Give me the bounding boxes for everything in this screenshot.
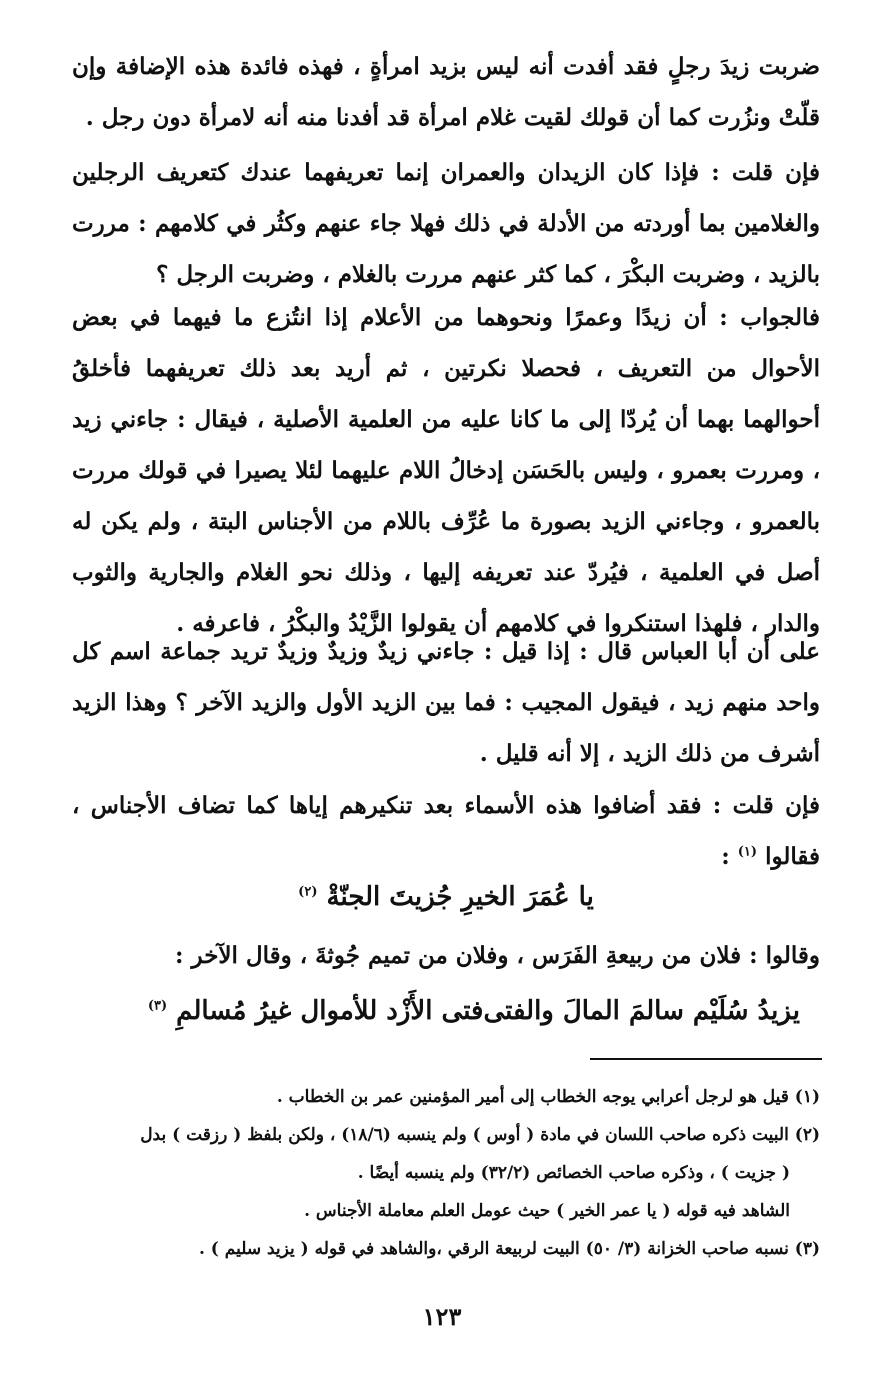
paragraph-5 [72,780,820,882]
paragraph-1: ضربت زيدَ رجلٍ فقد أفدت أنه ليس بزيد امرأةٍ ، فهذه فائدة هذه الإضافة وإن قلّتْ ونزُرت كما أن قولك لقيت غلام امرأة قد أفدنا منه أنه لامرأة دون رجل . [72,53,820,131]
paragraph-6: وقالوا : فلان من ربيعةِ الفَرَس ، وفلان من تميم جُوثةَ ، وقال الآخر : [175,942,820,969]
verse-1-text: يا عُمَرَ الخيرِ جُزيتَ الجنّةْ [326,882,594,912]
paragraph-4: على أن أبا العباس قال : إذا قيل : جاءني زيدٌ وزيدٌ وزيدٌ تريد جماعة اسم كل واحد منهم زيد ، فيقول المجيب : فما بين الزيد الأول والزيد الآخر ؟ وهذا الزيد أشرف من ذلك الزيد ، إلا أنه قليل . [72,638,820,767]
footnote-ref-1: (١) [737,844,758,860]
verse-2-first-hemistich: يزيدُ سُلَيْم سالمَ المالَ والفتى [483,996,800,1026]
verse-2-second-text: فتى الأَزْد للأموال غيرُ مُسالمِ [176,996,484,1026]
paragraph-5-text: فإن قلت : فقد أضافوا هذه الأسماء بعد تنكيرهم إياها كما تضاف الأجناس ، فقالوا [72,792,820,870]
verse-1 [72,872,820,922]
footnote-2-line-2: ( جزيت ) ، وذكره صاحب الخصائص (٣٢/٢) ولم ينسبه أيضًا . [357,1163,790,1183]
footnote-1: (١) قيل هو لرجل أعرابي يوجه الخطاب إلى أمير المؤمنين عمر بن الخطاب . [276,1087,820,1107]
paragraph-2: فإن قلت : فإذا كان الزيدان والعمران إنما تعريفهما عندك كتعريف الرجلين والغلامين بما أوردته من الأدلة في ذلك فهلا جاء عنهم وكثُر في كلامهم : مررت بالزيد ، وضربت البكْرَ ، كما كثر عنهم مررت بالغلام ، وضربت الرجل ؟ [72,159,820,288]
footnotes [72,1078,820,1268]
footnote-ref-3: (٣) [147,998,168,1014]
footnote-ref-2: (٢) [298,884,318,900]
footnote-2-line-1: (٢) البيت ذكره صاحب اللسان في مادة ( أوس ) ولم ينسبه (١٨/٦) ، ولكن بلفظ ( رزقت ) بدل [140,1125,820,1145]
footnote-divider [590,1058,822,1060]
verse-2-second-hemistich [148,996,484,1026]
paragraph-3: فالجواب : أن زيدًا وعمرًا ونحوهما من الأعلام إذا انتُزع ما فيهما في بعض الأحوال من التعريف ، فحصلا نكرتين ، ثم أريد بعد ذلك تعريفهما فأخلقُ أحوالهما بهما أن يُردّا إلى ما كانا عليه من العلمية الأصلية ، فيقال : جاءني زيد ، ومررت بعمرو ، وليس بالحَسَن إدخالُ اللام عليهما لئلا يصيرا في قولك مررت بالعمرو ، وجاءني الزيد بصورة ما عُرِّف باللام من الأجناس البتة ، ولم يكن له أصل في العلمية ، فيُردّ عند تعريفه إليها ، وذلك نحو الغلام والجارية والثوب والدار ، فلهذا استنكروا في كلامهم أن يقولوا الزَّيْدُ والبكْرُ ، فاعرفه . [72,304,820,637]
page-number: ١٢٣ [422,1302,462,1331]
verse-2 [72,986,820,1036]
footnote-2-line-3: الشاهد فيه قوله ( يا عمر الخير ) حيث عومل العلم معاملة الأجناس . [304,1201,790,1221]
paragraph-5-end: : [721,843,738,870]
footnote-3: (٣) نسبه صاحب الخزانة (٣/ ٥٠) البيت لربيعة الرقي ،والشاهد في قوله ( يزيد سليم ) . [198,1239,820,1259]
